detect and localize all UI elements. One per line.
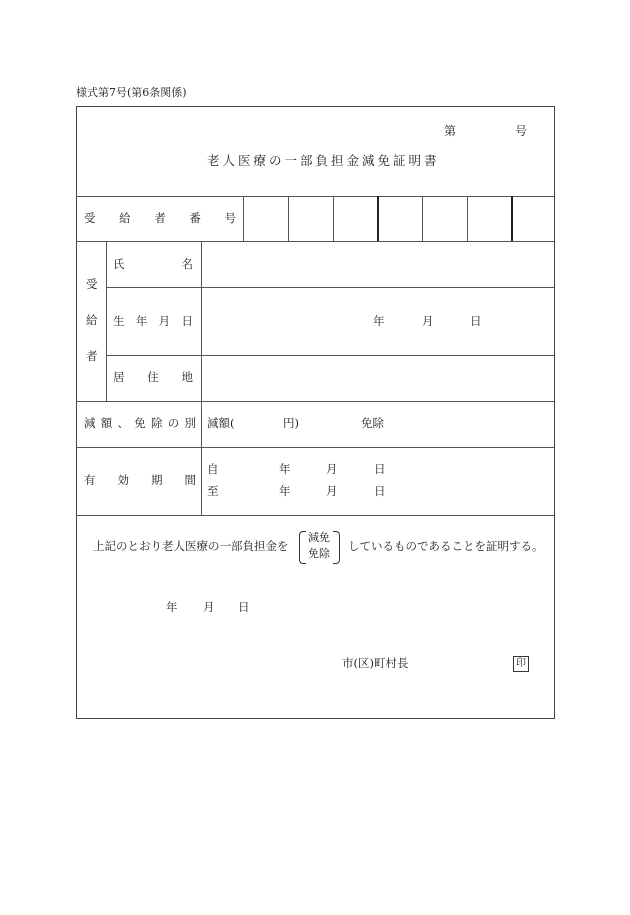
reduction-yen: 円) — [283, 416, 299, 430]
name-field[interactable] — [207, 248, 547, 280]
label-char: 住 — [147, 370, 159, 384]
label-char: 年 — [135, 314, 148, 328]
recipient-group-char: 給 — [86, 313, 98, 327]
birth-date-label — [113, 316, 193, 328]
certification-text-after: しているものであることを証明する。 — [348, 539, 544, 553]
label-char: 生 — [113, 314, 125, 328]
signer-title: 市(区)町村長 — [342, 656, 409, 670]
option-exempt: 免除 — [308, 547, 330, 560]
validity-label — [84, 475, 196, 487]
reduction-open: 減額( — [207, 416, 235, 430]
divider — [77, 447, 554, 448]
label-char: 番 — [189, 211, 201, 225]
birth-month: 月 — [422, 314, 434, 328]
divider — [106, 355, 554, 356]
divider — [77, 241, 554, 242]
divider — [77, 401, 554, 402]
label-char: 除 — [151, 416, 163, 430]
cell-divider — [422, 196, 423, 241]
certificate-form — [76, 106, 555, 719]
label-char: 別 — [184, 416, 196, 430]
validity-to: 至 — [207, 484, 219, 498]
seal-stamp: 印 — [513, 656, 529, 672]
label-char: 受 — [84, 211, 96, 225]
label-char: 居 — [113, 370, 125, 384]
label-char: 有 — [84, 473, 96, 487]
divider — [106, 287, 554, 288]
label-char: 減 — [84, 416, 96, 430]
label-char: 効 — [117, 473, 129, 487]
number-suffix: 号 — [515, 124, 528, 138]
recipient-group-char: 者 — [86, 349, 98, 363]
divider — [77, 196, 554, 197]
validity-to-day: 日 — [374, 484, 386, 498]
label-char: 名 — [181, 257, 193, 271]
cell-divider — [511, 196, 513, 241]
label-char: 額 — [100, 416, 113, 430]
certification-month: 月 — [203, 600, 215, 614]
label-char: の — [167, 416, 180, 430]
birth-year: 年 — [373, 314, 385, 328]
validity-from-month: 月 — [326, 462, 338, 476]
cell-divider — [106, 241, 107, 401]
brace-left — [299, 531, 306, 564]
label-char: 号 — [224, 211, 236, 225]
document-title: 老人医療の一部負担金減免証明書 — [207, 153, 440, 168]
exemption-option: 免除 — [361, 416, 384, 430]
label-char: 者 — [154, 211, 166, 225]
cell-divider — [467, 196, 468, 241]
label-char: 期 — [151, 473, 163, 487]
cell-divider — [377, 196, 379, 241]
label-char: 地 — [181, 370, 193, 384]
brace-right — [333, 531, 340, 564]
label-char: 給 — [119, 211, 131, 225]
cell-divider — [201, 241, 202, 515]
name-label — [113, 259, 193, 271]
certification-year: 年 — [166, 600, 178, 614]
validity-to-month: 月 — [326, 484, 338, 498]
label-char: 免 — [134, 416, 146, 430]
option-reduce: 減免 — [308, 531, 330, 544]
validity-to-year: 年 — [279, 484, 291, 498]
form-caption: 様式第7号(第6条関係) — [76, 86, 187, 99]
recipient-group-char: 受 — [86, 277, 98, 291]
recipient-number-label — [84, 213, 236, 225]
validity-from-day: 日 — [374, 462, 386, 476]
cell-divider — [288, 196, 289, 241]
divider — [77, 515, 554, 516]
label-char: 氏 — [113, 257, 125, 271]
number-prefix: 第 — [444, 124, 457, 138]
validity-from-year: 年 — [279, 462, 291, 476]
cell-divider — [243, 196, 244, 241]
label-char: 間 — [184, 473, 196, 487]
birth-day: 日 — [470, 314, 482, 328]
label-char: 日 — [181, 314, 193, 328]
reduction-label — [84, 418, 196, 430]
cell-divider — [333, 196, 334, 241]
certification-day: 日 — [238, 600, 250, 614]
certification-text-before: 上記のとおり老人医療の一部負担金を — [93, 539, 289, 553]
label-char: 、 — [117, 416, 129, 430]
address-label — [113, 372, 193, 384]
validity-from: 自 — [207, 462, 219, 476]
address-field[interactable] — [207, 362, 547, 394]
label-char: 月 — [158, 314, 171, 328]
